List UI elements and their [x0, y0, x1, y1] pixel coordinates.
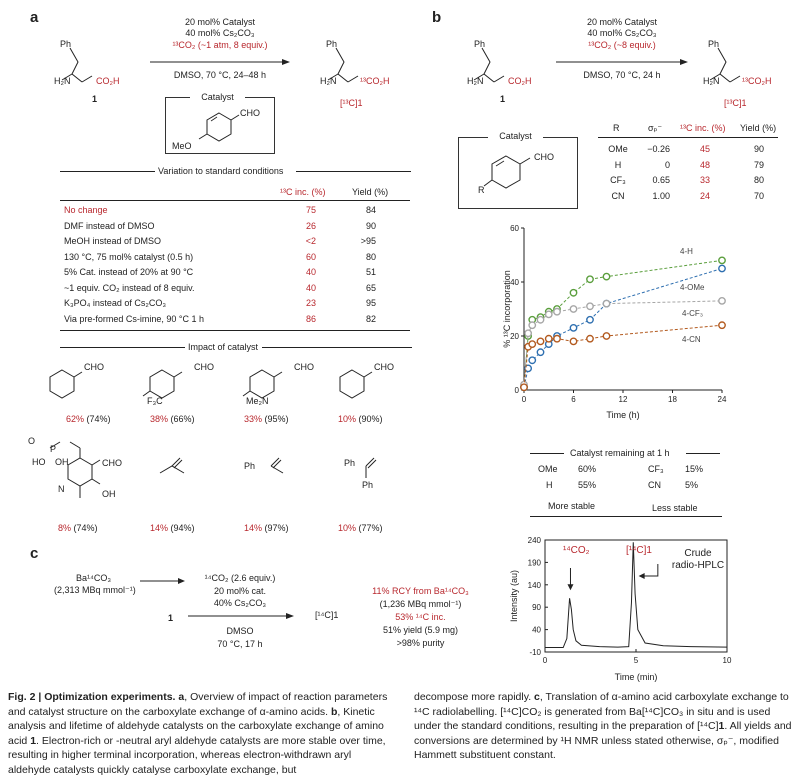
remaining-cn-label: CN	[648, 480, 661, 490]
variation-row-yield: 90	[365, 220, 376, 231]
c-result-3: 53% ¹⁴C inc.	[395, 612, 446, 622]
kinetics-x-tick-label: 6	[571, 395, 576, 404]
hplc-x-tick-label: 10	[722, 656, 732, 665]
kinetics-y-tick-label: 20	[510, 332, 519, 341]
catalyst-r-b: R	[478, 185, 485, 195]
catalyst-8-sub: Ph	[344, 458, 356, 468]
caption-fragment: 1	[30, 734, 37, 747]
caption-fragment: , Translation of α-amino acid carboxylate exchange to ¹⁴C radiolabelling. [¹⁴C]CO₂ is generated from Ba[¹⁴C]CO₃ in situ and is used under the standard conditions, resulting in the preparation of [¹⁴C]	[414, 691, 789, 732]
plp-o: O	[28, 436, 36, 446]
variation-title: Variation to standard conditions	[158, 166, 284, 176]
catalyst-3-yield: (95%)	[264, 414, 289, 424]
catalyst-cho-b: CHO	[534, 152, 554, 162]
hplc-y-tick-label: 40	[532, 625, 541, 635]
kinetics-x-tick-label: 0	[521, 395, 527, 404]
sigma-row-inc: 33	[699, 175, 710, 185]
kinetics-data-point	[603, 273, 609, 279]
plp-oh: OH	[55, 457, 69, 467]
c-arrow-1	[140, 577, 185, 585]
kinetics-data-point	[529, 357, 535, 363]
hplc-y-tick-label: 240	[527, 536, 541, 545]
caption-fragment: . Electron-rich or -neutral aryl aldehyde catalysts are more stable over time, resulting in higher terminal incorporation, whereas electron-withdrawn aryl aldehyde catalysts quickly catalyse carboxylate exchange, but	[8, 734, 386, 776]
remaining-rule-right	[686, 453, 720, 454]
variation-row-label: ~1 equiv. CO₂ instead of 8 equiv.	[64, 282, 195, 293]
variation-row-yield: 95	[365, 298, 376, 308]
caption-fragment: decompose more rapidly.	[414, 691, 535, 703]
panel-b-label: b	[432, 9, 442, 26]
kinetics-data-point	[521, 384, 527, 390]
hplc-x-label: Time (min)	[614, 672, 658, 682]
kinetics-data-point	[570, 306, 576, 312]
kinetics-series-label: 4-CN	[682, 335, 701, 344]
hplc-x-tick-label: 5	[633, 656, 639, 665]
catalyst-cho-a: CHO	[240, 108, 260, 118]
sigma-header-rule	[598, 137, 778, 138]
kinetics-y-tick-label: 60	[510, 224, 519, 233]
hplc-peak1-arrowhead	[567, 584, 573, 590]
plp-ho: HO	[32, 457, 46, 467]
c-cond-2: 20 mol% cat.	[213, 586, 267, 596]
sigma-row-r: H	[614, 159, 622, 170]
catalyst-title-b: Catalyst	[488, 131, 543, 142]
conditions-a-2: 40 mol% Cs₂CO₃	[185, 28, 255, 38]
reactant-amine-b: H₂N	[467, 76, 484, 86]
catalyst-4-inc: 10%	[338, 414, 357, 424]
c-result-2: (1,236 MBq mmol⁻¹)	[379, 599, 462, 609]
catalyst-5-inc: 8%	[58, 523, 72, 533]
kinetics-data-point	[587, 317, 593, 323]
sigma-col-yield: Yield (%)	[740, 123, 777, 133]
c-substrate: 1	[168, 613, 174, 623]
c-result-4: 51% yield (5.9 mg)	[382, 625, 459, 635]
kinetics-data-point	[719, 322, 725, 328]
conditions-b-2: 40 mol% Cs₂CO₃	[587, 28, 657, 38]
kinetics-data-point	[719, 265, 725, 271]
hplc-peak1-label: ¹⁴CO₂	[563, 545, 590, 556]
reaction-arrow-b	[556, 58, 688, 66]
plp-oh2: OH	[102, 489, 116, 499]
kinetics-data-point	[587, 276, 593, 282]
benzophenone-structure	[366, 458, 376, 478]
kinetics-series-label: 4-H	[680, 247, 693, 256]
sigma-row-r: CN	[611, 190, 625, 201]
less-stable-label: Less stable	[652, 503, 698, 513]
catalyst-4-yield: (90%)	[358, 414, 383, 424]
catalyst-title-a: Catalyst	[190, 92, 245, 103]
product-ph-b: Ph	[708, 39, 720, 49]
kinetics-series-line	[524, 260, 722, 387]
catalyst-1-cho: CHO	[84, 362, 104, 372]
product-label-a: [¹³C]1	[340, 98, 363, 108]
sigma-row-r: OMe	[608, 144, 628, 154]
caption-fragment: c	[534, 691, 540, 703]
c-reagent-activity: (2,313 MBq mmol⁻¹)	[54, 585, 136, 595]
variation-row-label: MeOH instead of DMSO	[64, 236, 162, 246]
variation-row-yield: 80	[365, 251, 376, 262]
variation-rule-left	[60, 171, 155, 172]
sigma-col-inc: ¹³C inc. (%)	[680, 123, 726, 133]
c-cond-3: 40% Cs₂CO₃	[213, 598, 267, 608]
reactant-ph-b: Ph	[474, 39, 486, 49]
kinetics-data-point	[546, 336, 552, 342]
sigma-row-inc: 48	[699, 159, 710, 170]
catalyst-2-cho: CHO	[194, 362, 214, 372]
catalyst-6-inc: 14%	[150, 523, 169, 533]
kinetics-data-point	[537, 338, 543, 344]
kinetics-data-point	[537, 349, 543, 355]
sigma-row-r: CF₃	[610, 175, 626, 185]
conditions-below-a: DMSO, 70 °C, 24–48 h	[173, 70, 267, 80]
impact-title: Impact of catalyst	[188, 342, 259, 352]
product-ph-a: Ph	[326, 39, 338, 49]
catalyst-7-inc: 14%	[244, 523, 263, 533]
kinetics-data-point	[570, 338, 576, 344]
acetophenone-structure	[271, 458, 283, 473]
variation-row-label: Via pre-formed Cs-imine, 90 °C 1 h	[64, 313, 204, 324]
kinetics-data-point	[603, 333, 609, 339]
product-acid-b: ¹³CO₂H	[742, 76, 772, 86]
sigma-row-yield: 90	[753, 144, 764, 154]
sigma-row-inc: 24	[699, 190, 710, 201]
catalyst-1-inc: 62%	[66, 414, 85, 424]
conditions-a-1: 20 mol% Catalyst	[184, 17, 256, 27]
catalyst-6-yield: (94%)	[170, 523, 195, 533]
hplc-y-tick-label: 190	[527, 558, 541, 568]
kinetics-data-point	[603, 300, 609, 306]
remaining-ome-label: OMe	[538, 464, 558, 474]
caption-fragment: Fig. 2 | Optimization experiments. a	[8, 691, 185, 703]
variation-row-inc: 40	[305, 267, 316, 277]
impact-rule-right	[262, 347, 412, 348]
variation-row-yield: 84	[365, 205, 376, 215]
sigma-row-yield: 80	[753, 175, 764, 185]
catalyst-5-cho: CHO	[102, 458, 122, 468]
variation-row-label: 130 °C, 75 mol% catalyst (0.5 h)	[64, 251, 194, 262]
caption-fragment: , Kinetic analysis and lifetime of aldehyde catalysts on the carboxylate exchange of amino acid	[8, 705, 384, 747]
sigma-row-inc: 45	[699, 144, 710, 154]
catalyst-8-inc: 10%	[338, 523, 357, 533]
hplc-x-tick-label: 0	[542, 656, 548, 665]
reactant-amine-a: H₂N	[54, 76, 71, 86]
reactant-num-b: 1	[500, 94, 506, 104]
catalyst-2-sub: F₃C	[147, 396, 163, 406]
variation-row-label: K₃PO₄ instead of Cs₂CO₃	[64, 298, 167, 308]
remaining-title: Catalyst remaining at 1 h	[570, 448, 670, 458]
variation-row-yield: 51	[365, 267, 376, 277]
kinetics-data-point	[587, 303, 593, 309]
product-acid-a: ¹³CO₂H	[360, 76, 390, 86]
catalyst-7-sub: Ph	[244, 461, 256, 471]
kinetics-data-point	[570, 325, 576, 331]
panel-c-label: c	[30, 545, 39, 562]
sigma-row-sigma: 0	[664, 159, 670, 170]
variation-row-yield: >95	[360, 236, 376, 246]
caption-fragment: , Overview of impact of reaction parameters and catalyst structure on the carboxylate exchange of α-amino acids.	[8, 691, 388, 718]
variation-row-inc: 26	[305, 220, 316, 231]
kinetics-chart	[500, 218, 735, 428]
catalyst-3-sub: Me₂N	[246, 396, 269, 406]
kinetics-series-label: 4-CF₃	[682, 309, 704, 318]
remaining-h-label: H	[546, 480, 553, 490]
kinetics-y-tick-label: 40	[510, 278, 519, 287]
catalyst-5-yield: (74%)	[73, 523, 98, 533]
product-amine-a: H₂N	[320, 76, 337, 86]
kinetics-x-tick-label: 12	[618, 395, 628, 404]
kinetics-data-point	[719, 298, 725, 304]
c-cond-below-1: DMSO	[226, 626, 254, 636]
reactant-acid-a: CO₂H	[96, 76, 120, 86]
remaining-h-val: 55%	[578, 480, 597, 490]
variation-rule-right	[296, 171, 411, 172]
c-cond-1: ¹⁴CO₂ (2.6 equiv.)	[204, 573, 276, 583]
hplc-title-1: Crude	[684, 548, 712, 559]
catalyst-7-yield: (97%)	[264, 523, 289, 533]
kinetics-x-label: Time (h)	[606, 410, 640, 420]
kinetics-data-point	[719, 257, 725, 263]
variation-row-inc: 60	[305, 251, 316, 262]
kinetics-data-point	[525, 330, 531, 336]
c-cond-below-2: 70 °C, 17 h	[217, 639, 263, 649]
c-result-5: >98% purity	[396, 638, 445, 648]
benzaldehyde-structure	[50, 370, 82, 398]
variation-row-yield: 82	[365, 313, 376, 324]
kinetics-data-point	[546, 311, 552, 317]
conditions-b-1: 20 mol% Catalyst	[586, 17, 658, 27]
reactant-acid-b: CO₂H	[508, 76, 532, 86]
hplc-y-label: Intensity (au)	[509, 569, 519, 623]
hplc-title-2: radio-HPLC	[671, 560, 725, 571]
c-arrow-2	[188, 612, 294, 620]
product-amine-b: H₂N	[703, 76, 720, 86]
conditions-below-b: DMSO, 70 °C, 24 h	[583, 70, 661, 80]
caption-fragment: . All yields and conversions are determined by ¹H NMR unless stated otherwise, σₚ⁻, modified Hammett substituent constant.	[414, 720, 792, 761]
more-stable-label: More stable	[548, 501, 596, 511]
product-label-b: [¹³C]1	[724, 98, 747, 108]
plp-n: N	[58, 484, 65, 494]
kinetics-x-tick-label: 24	[717, 395, 727, 404]
variation-row-inc: <2	[305, 236, 316, 246]
cf3-benzaldehyde-structure	[143, 370, 182, 398]
kinetics-data-point	[529, 322, 535, 328]
kinetics-x-tick-label: 18	[668, 395, 677, 404]
cyclohexanecarbaldehyde-structure	[340, 370, 372, 398]
variation-header-rule	[60, 200, 410, 201]
variation-row-inc: 86	[305, 313, 316, 324]
sigma-row-sigma: −0.26	[647, 144, 670, 154]
caption-fragment: 1	[718, 720, 725, 732]
variation-row-label: 5% Cat. instead of 20% at 90 °C	[64, 267, 194, 277]
caption-left	[8, 690, 393, 777]
variation-col-yield: Yield (%)	[352, 187, 389, 197]
variation-row-inc: 40	[305, 282, 316, 293]
c-result-1: 11% RCY from Ba¹⁴CO₃	[372, 586, 469, 596]
catalyst-3-inc: 33%	[244, 414, 263, 424]
variation-row-inc: 23	[305, 298, 316, 308]
panel-a-label: a	[30, 9, 39, 26]
remaining-cf3-val: 15%	[685, 464, 704, 474]
kinetics-y-label: % ¹³C incorporation	[502, 270, 512, 348]
catalyst-3-cho: CHO	[294, 362, 314, 372]
kinetics-y-tick-label: 0	[514, 386, 519, 395]
hplc-y-tick-label: 140	[527, 580, 541, 590]
kinetics-data-point	[554, 309, 560, 315]
variation-row-label: DMF instead of DMSO	[64, 220, 155, 231]
sigma-row-sigma: 0.65	[652, 175, 670, 185]
variation-col-inc: ¹³C inc. (%)	[280, 187, 326, 197]
kinetics-data-point	[537, 317, 543, 323]
catalyst-2-inc: 38%	[150, 414, 169, 424]
kinetics-data-point	[587, 336, 593, 342]
sigma-row-yield: 79	[753, 159, 764, 170]
kinetics-data-point	[529, 341, 535, 347]
catalyst-2-yield: (66%)	[170, 414, 195, 424]
hplc-y-tick-label: -10	[529, 648, 541, 657]
variation-row-inc: 75	[305, 205, 316, 215]
conditions-a-3: ¹³CO₂ (~1 atm, 8 equiv.)	[172, 40, 268, 50]
caption-fragment: b	[331, 705, 338, 718]
catalyst-4-cho: CHO	[374, 362, 394, 372]
hplc-y-tick-label: 90	[532, 603, 541, 613]
remaining-ome-val: 60%	[578, 464, 597, 474]
plp-p: P	[50, 444, 57, 454]
kinetics-series-label: 4-OMe	[680, 283, 705, 292]
catalyst-meo-a: MeO	[172, 141, 192, 151]
nme2-benzaldehyde-structure	[243, 370, 282, 398]
conditions-b-3: ¹³CO₂ (~8 equiv.)	[588, 40, 656, 50]
catalyst-1-yield: (74%)	[86, 414, 111, 424]
c-reagent: Ba¹⁴CO₃	[76, 573, 112, 583]
reaction-arrow-a	[150, 58, 290, 66]
remaining-rule-left	[530, 453, 564, 454]
catalyst-structures-row2	[30, 428, 420, 518]
sigma-col-sigma: σₚ⁻	[648, 123, 663, 133]
remaining-cf3-label: CF₃	[648, 464, 664, 474]
caption-right	[414, 690, 799, 763]
reactant-ph-a: Ph	[60, 39, 72, 49]
reactant-num-a: 1	[92, 94, 98, 104]
hplc-peak2-arrowhead	[639, 573, 645, 579]
variation-row-label: No change	[64, 205, 108, 215]
c-product: [¹⁴C]1	[315, 610, 339, 620]
remaining-cn-val: 5%	[685, 480, 699, 490]
kinetics-data-point	[570, 290, 576, 296]
catalyst-8-ph: Ph	[362, 480, 374, 490]
catalyst-8-yield: (77%)	[358, 523, 383, 533]
acetone-structure	[160, 458, 184, 473]
variation-bottom-rule	[60, 330, 410, 331]
hplc-peak2-label: [¹⁴C]1	[626, 545, 652, 556]
impact-rule-left	[60, 347, 185, 348]
remaining-bottom-rule	[530, 516, 722, 517]
sigma-row-sigma: 1.00	[652, 190, 670, 201]
sigma-row-yield: 70	[753, 190, 764, 201]
kinetics-data-point	[554, 336, 560, 342]
variation-row-yield: 65	[365, 282, 376, 293]
sigma-col-r: R	[613, 123, 620, 133]
